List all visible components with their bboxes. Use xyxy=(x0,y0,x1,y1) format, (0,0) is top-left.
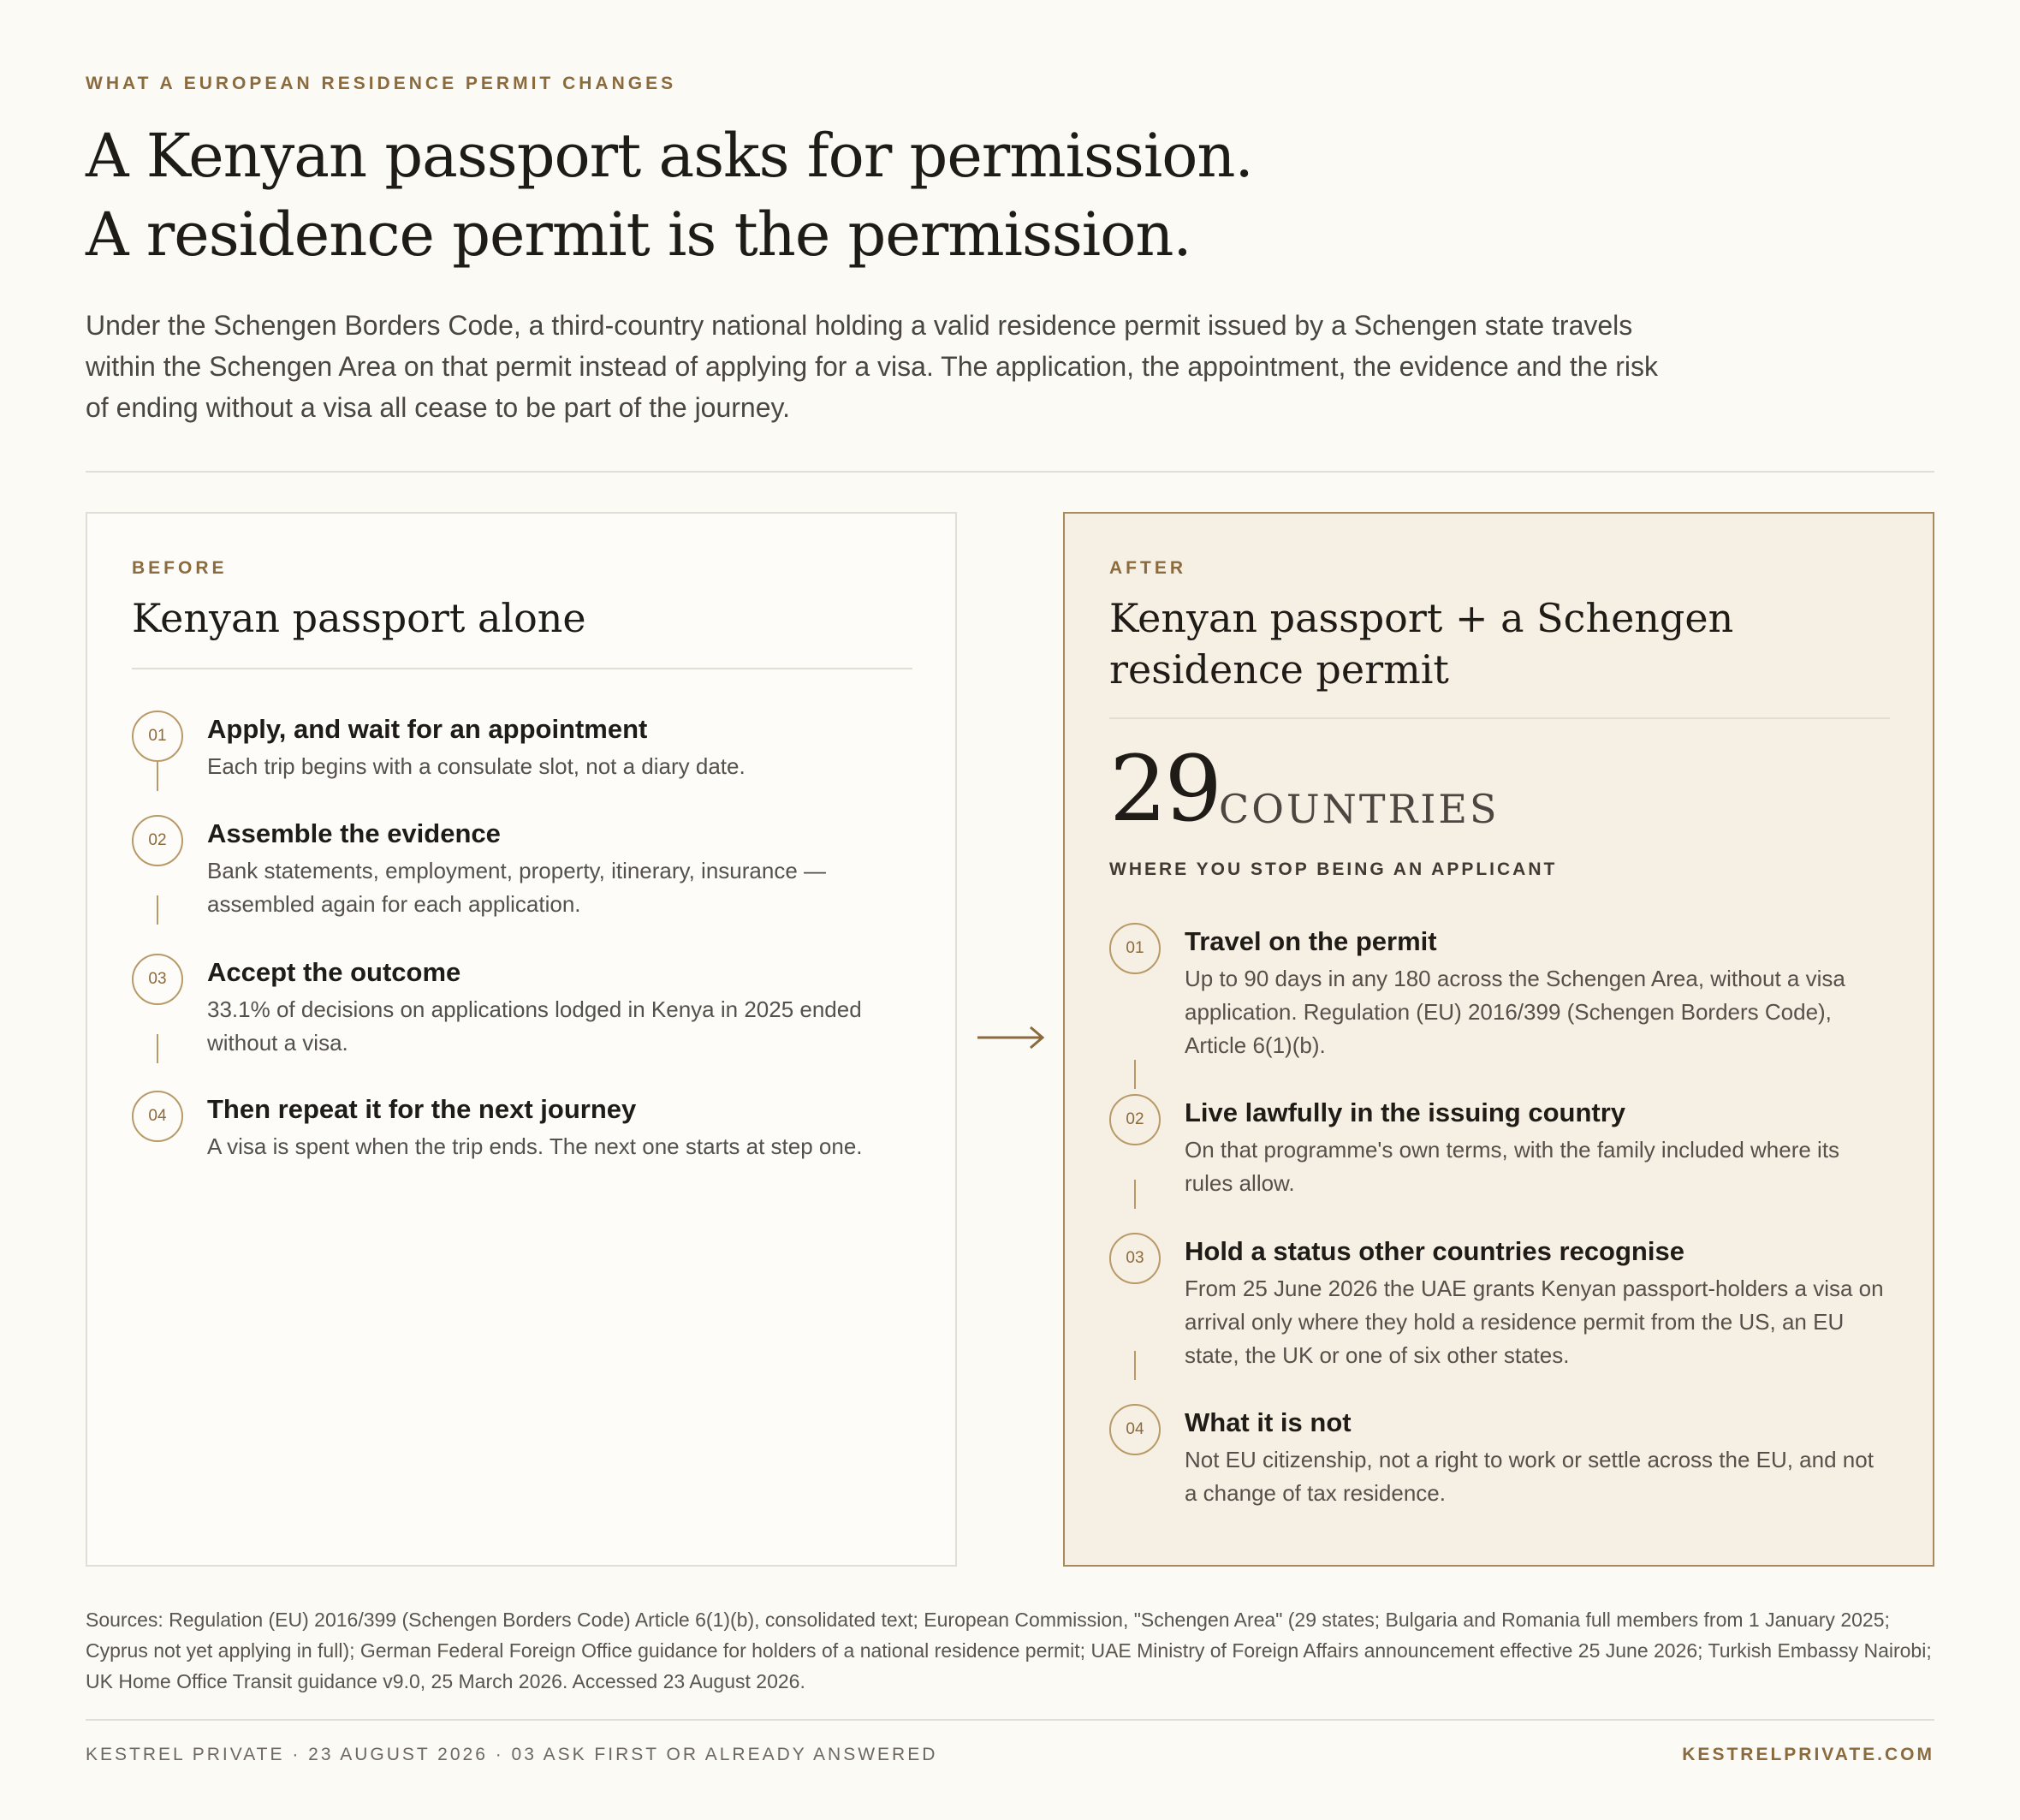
before-card xyxy=(86,512,957,1567)
step-number: 04 xyxy=(132,1091,183,1142)
footer-website-link[interactable]: KESTRELPRIVATE.COM xyxy=(1682,1745,1934,1764)
step-description: From 25 June 2026 the UAE grants Kenyan passport-holders a visa on arrival only where they hold a residence permit from the US, an EU state, the UK or one of six other states. xyxy=(1185,1276,1884,1368)
step-title: Travel on the permit xyxy=(1185,926,1437,956)
after-title: Kenyan passport + a Schengen residence permit xyxy=(1109,595,1734,693)
card-divider xyxy=(1109,717,1890,719)
step-connector xyxy=(157,1034,158,1063)
step-number: 01 xyxy=(1109,923,1161,974)
step-connector xyxy=(157,895,158,925)
step-number: 03 xyxy=(1109,1233,1161,1284)
step-title: Assemble the evidence xyxy=(207,818,501,848)
step-title: Then repeat it for the next journey xyxy=(207,1094,637,1124)
divider xyxy=(86,471,1934,473)
step-title: Apply, and wait for an appointment xyxy=(207,714,648,744)
step-number: 03 xyxy=(132,954,183,1005)
step-number: 02 xyxy=(132,815,183,866)
countries-caption: WHERE YOU STOP BEING AN APPLICANT xyxy=(1109,859,1558,879)
step-description: A visa is spent when the trip ends. The next one starts at step one. xyxy=(207,1133,863,1159)
step-connector xyxy=(1134,1351,1136,1380)
step-title: Accept the outcome xyxy=(207,957,461,987)
step-description: Up to 90 days in any 180 across the Schengen Area, without a visa application. Regulation (EU) 2016/399 (Schengen Borders Code), Article 6(1)(b). xyxy=(1185,966,1845,1058)
arrow-right-icon xyxy=(976,1020,1046,1055)
card-divider xyxy=(132,668,912,669)
headline-line-1: A Kenyan passport asks for permission. xyxy=(86,121,1253,191)
lead-paragraph: Under the Schengen Borders Code, a third-country national holding a valid residence permit issued by a Schengen state travels within the Schengen Area on that permit instead of applying for a visa. The application, the appointment, the evidence and the risk of ending without a visa all cease to be part of the journey. xyxy=(86,310,1659,423)
step-title: What it is not xyxy=(1185,1407,1352,1437)
countries-unit: COUNTRIES xyxy=(1219,786,1500,832)
eyebrow: WHAT A EUROPEAN RESIDENCE PERMIT CHANGES xyxy=(86,74,677,93)
step-description: Not EU citizenship, not a right to work or settle across the EU, and not a change of tax residence. xyxy=(1185,1447,1874,1506)
sources-note: Sources: Regulation (EU) 2016/399 (Schengen Borders Code) Article 6(1)(b), consolidated text; European Commission, "Schengen Area" (29 states; Bulgaria and Romania full members from 1 January 2025; Cyprus not yet applying in full); German Federal Foreign Office guidance for holders of a national residence permit; UAE Ministry of Foreign Affairs announcement effective 25 June 2026; Turkish Embassy Nairobi; UK Home Office Transit guidance v9.0, 25 March 2026. Accessed 23 August 2026. xyxy=(86,1609,1932,1692)
step-number: 01 xyxy=(132,711,183,762)
footer-divider xyxy=(86,1719,1934,1721)
step-title: Hold a status other countries recognise xyxy=(1185,1236,1684,1266)
step-connector xyxy=(1134,1180,1136,1209)
page-title xyxy=(86,116,1253,274)
headline-line-2: A residence permit is the permission. xyxy=(86,199,1191,270)
countries-count: 29 xyxy=(1109,736,1220,842)
step-description: Each trip begins with a consulate slot, not a diary date. xyxy=(207,753,746,779)
step-description: On that programme's own terms, with the family included where its rules allow. xyxy=(1185,1137,1840,1196)
after-card xyxy=(1063,512,1934,1567)
step-number: 02 xyxy=(1109,1094,1161,1145)
step-description: 33.1% of decisions on applications lodged in Kenya in 2025 ended without a visa. xyxy=(207,996,862,1056)
step-connector xyxy=(1134,1060,1136,1089)
step-description: Bank statements, employment, property, itinerary, insurance — assembled again for each application. xyxy=(207,858,827,917)
step-title: Live lawfully in the issuing country xyxy=(1185,1097,1626,1127)
footer-credit: KESTREL PRIVATE · 23 AUGUST 2026 · 03 ASK FIRST OR ALREADY ANSWERED xyxy=(86,1745,938,1764)
step-connector xyxy=(157,762,158,791)
after-label: AFTER xyxy=(1109,558,1186,578)
before-label: BEFORE xyxy=(132,558,228,578)
step-number: 04 xyxy=(1109,1404,1161,1455)
before-title: Kenyan passport alone xyxy=(132,595,586,641)
